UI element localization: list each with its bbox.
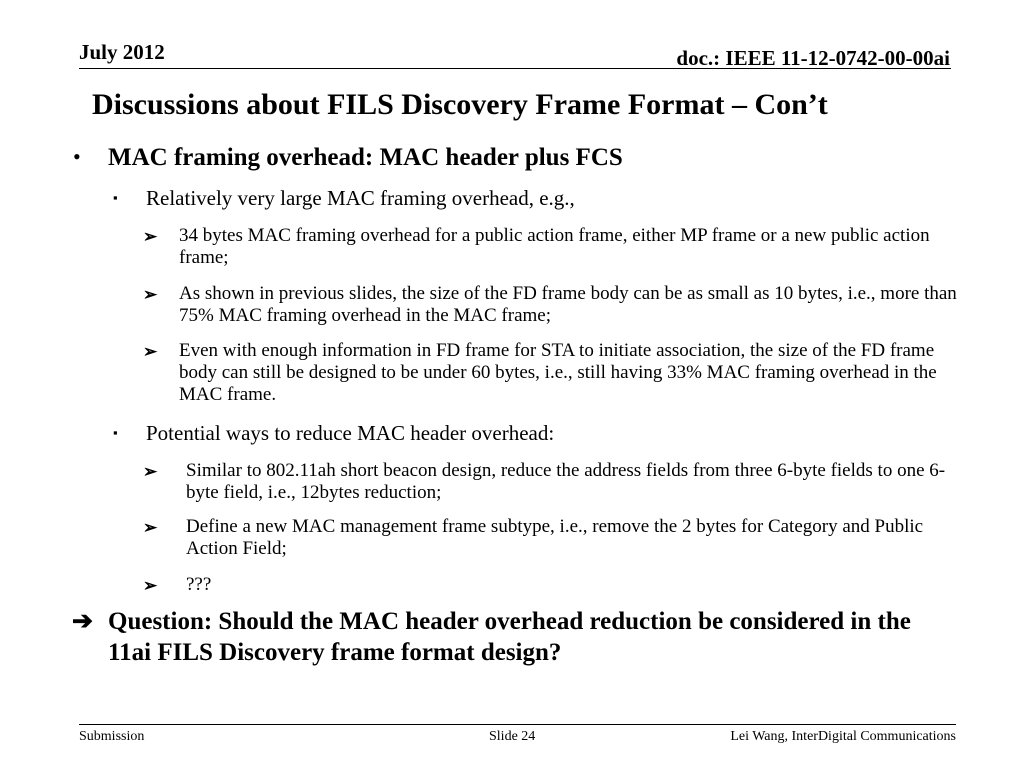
bullet-dot-icon: • xyxy=(73,144,81,169)
question-arrow-icon: ➔ xyxy=(72,608,93,635)
question-text: Question: Should the MAC header overhead reduction be considered in the 11ai FILS Discovery frame format design? xyxy=(108,608,911,666)
sub2-item-2: Define a new MAC management frame subtype, i.e., remove the 2 bytes for Category and Public Action Field; xyxy=(186,516,924,559)
footer-divider xyxy=(79,724,956,725)
arrow-bullet-icon: ➢ xyxy=(143,518,158,537)
sub1-item-1: 34 bytes MAC framing overhead for a public action frame, either MP frame or a new public action frame; xyxy=(179,225,930,268)
arrow-bullet-icon: ➢ xyxy=(143,576,158,595)
footer-slide-number: Slide 24 xyxy=(489,729,536,744)
sub1-item-3: Even with enough information in FD frame for STA to initiate association, the size of the FD frame body can still be designed to be under 60 bytes, i.e., still having 33% MAC framing overhead in the MAC frame. xyxy=(179,340,937,405)
sub2-item-1: Similar to 802.11ah short beacon design, reduce the address fields from three 6-byte fields to one 6-byte field, i.e., 12bytes reduction; xyxy=(186,460,946,503)
header-divider xyxy=(79,68,951,69)
bullet-main: MAC framing overhead: MAC header plus FCS xyxy=(108,144,623,171)
header-doc-id: doc.: IEEE 11-12-0742-00-00ai xyxy=(676,46,950,70)
arrow-bullet-icon: ➢ xyxy=(143,342,158,361)
sub-bullet-2: Potential ways to reduce MAC header overhead: xyxy=(146,421,555,445)
arrow-bullet-icon: ➢ xyxy=(143,462,158,481)
sub-bullet-1: Relatively very large MAC framing overhead, e.g., xyxy=(146,186,575,210)
arrow-bullet-icon: ➢ xyxy=(143,227,158,246)
square-bullet-icon: ▪ xyxy=(113,425,118,440)
sub1-item-2: As shown in previous slides, the size of the FD frame body can be as small as 10 bytes, i.e., more than 75% MAC framing overhead in the MAC frame; xyxy=(179,283,957,326)
sub2-item-3: ??? xyxy=(186,574,212,595)
header-date: July 2012 xyxy=(79,40,165,64)
square-bullet-icon: ▪ xyxy=(113,190,118,205)
slide-title: Discussions about FILS Discovery Frame Format – Con’t xyxy=(92,88,828,121)
footer-submission: Submission xyxy=(79,729,145,744)
arrow-bullet-icon: ➢ xyxy=(143,285,158,304)
footer-author: Lei Wang, InterDigital Communications xyxy=(730,729,956,744)
